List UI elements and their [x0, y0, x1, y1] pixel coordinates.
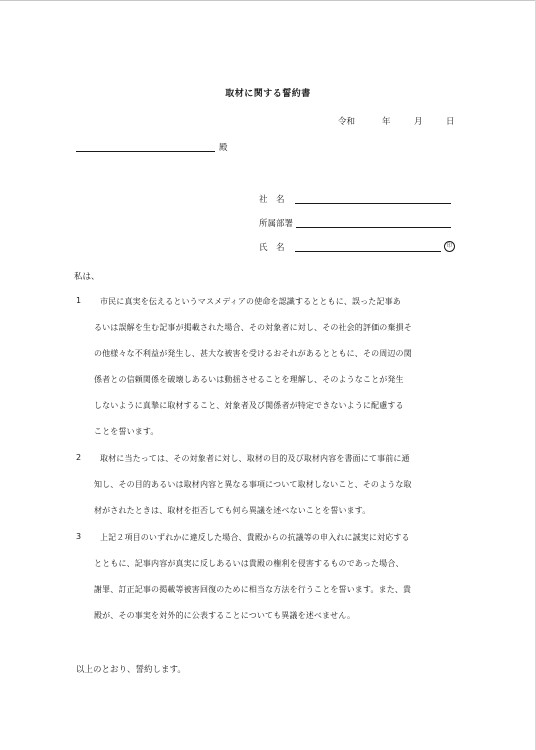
clause-line: とともに、記事内容が真実に反しあるいは貴殿の権利を侵害するものであった場合、 [94, 559, 404, 568]
clause-line: の他様々な不利益が発生し、甚大な被害を受けるおそれがあるとともに、その周辺の関 [94, 349, 412, 358]
department-field[interactable] [259, 217, 459, 231]
seal-icon: 印 [444, 241, 455, 252]
clause-1 [76, 296, 466, 436]
date-era: 令和 [338, 117, 356, 127]
document-title: 取材に関する誓約書 [225, 89, 311, 99]
clause-number: 1 [76, 296, 82, 305]
clause-number: 3 [76, 532, 82, 541]
clause-line: るいは誤解を生む記事が掲載された場合、その対象者に対し、その社会的評価の棄損そ [94, 323, 412, 332]
clause-line: 殿が、その事実を対外的に公表することについても異議を述べません。 [94, 611, 356, 620]
company-label: 社 名 [259, 195, 285, 205]
company-field[interactable] [259, 193, 459, 207]
clause-line: 取材に当たっては、その対象者に対し、取材の目的及び取材内容を書面にて事前に通 [100, 454, 410, 463]
clause-line: ことを誓います。 [94, 427, 159, 436]
clause-line: 市民に真実を伝えるというマスメディアの使命を認識するとともに、誤った記事あ [100, 297, 401, 306]
addressee-field[interactable] [76, 141, 226, 153]
addressee-underline [76, 151, 215, 152]
date-day-unit: 日 [446, 117, 455, 127]
date-month-unit: 月 [414, 117, 423, 127]
name-field[interactable] [259, 241, 459, 255]
clause-number: 2 [76, 453, 82, 462]
clause-3 [76, 532, 466, 628]
company-underline [295, 203, 451, 204]
name-underline [295, 251, 441, 252]
clause-line: 係者との信頼関係を破壊しあるいは動揺させることを理解し、そのようなことが発生 [94, 375, 404, 384]
clause-line: 知し、その目的あるいは取材内容と異なる事項について取材しないこと、そのような取 [94, 480, 412, 489]
page-edge-top [0, 0, 536, 1]
addressee-suffix: 殿 [219, 143, 228, 153]
name-label: 氏 名 [259, 243, 285, 253]
clause-line: 上記２項目のいずれかに違反した場合、貴殿からの抗議等の申入れに誠実に対応する [100, 533, 410, 542]
clause-2 [76, 453, 466, 523]
intro-text: 私は、 [74, 272, 100, 282]
closing-text: 以上のとおり、誓約します。 [76, 665, 186, 675]
clause-line: 材がされたときは、取材を拒否しても何ら異議を述べないことを誓います。 [94, 506, 371, 515]
clause-line: しないように真摯に取材すること、対象者及び関係者が特定できないように配慮する [94, 401, 404, 410]
department-underline [296, 227, 451, 228]
date-year-unit: 年 [382, 117, 391, 127]
clause-line: 謝罪、訂正記事の掲載等被害回復のために相当な方法を行うことを誓います。また、貴 [94, 585, 412, 594]
department-label: 所属部署 [259, 219, 294, 229]
